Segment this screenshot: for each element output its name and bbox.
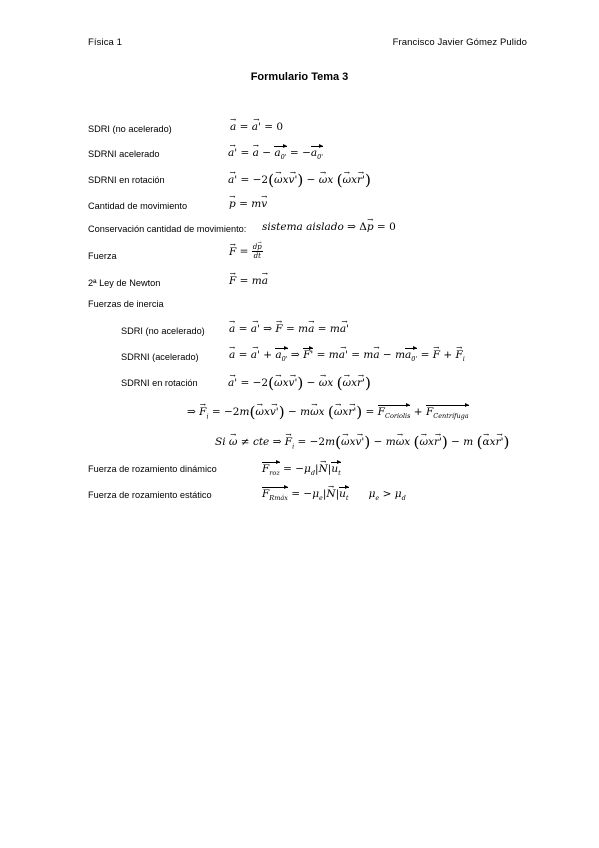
- label-sdrni-acelerado: SDRNI acelerado: [88, 149, 160, 159]
- label-segunda-ley: 2ª Ley de Newton: [88, 278, 161, 288]
- si-text: Si: [215, 436, 226, 449]
- formula-omega-no-constante: Si → ω ≠ cte ⇒ → $F_i = -2m(\to \omega x\to v') - m\to \omega x$ (→ ωx→ r') − m (→ αx→ r'): [215, 433, 509, 451]
- sub-rmax: Rmáx: [269, 494, 288, 503]
- label-cantidad-movimiento: Cantidad de movimiento: [88, 201, 188, 211]
- formula-inercia-sdri: → a = → a' ⇒ → F = m→ a = m→ a': [229, 323, 349, 335]
- formula-sdrni-rotacion: → a' = −2(→ ωx→ v') − → ωx (→ ωx→ r'): [228, 171, 371, 189]
- header-author: Francisco Javier Gómez Pulido: [392, 37, 527, 48]
- formula-cantidad-movimiento: → p = m→ v: [229, 198, 267, 210]
- formula-sdri: → a = → a' = 0: [230, 121, 283, 133]
- sub-coriolis: Coriolis: [384, 412, 411, 421]
- label-sdri: SDRI (no acelerado): [88, 124, 172, 134]
- label-conservacion: Conservación cantidad de movimiento:: [88, 224, 247, 234]
- formula-sdrni-acelerado: → a' = → $a - a_{0'} = -a_{0'}$: [228, 146, 323, 161]
- page-title: Formulario Tema 3: [250, 71, 349, 83]
- label-inercia-sdrni-acelerado: SDRNI (acelerado): [121, 352, 199, 362]
- label-fuerza: Fuerza: [88, 251, 117, 261]
- sub-centrifuga: Centrífuga: [433, 412, 469, 421]
- formula-inercia-sdrni-acelerado: → a = → $a' + a_{0'}$ ⇒ $F' = m\to a' = m\to a - ma_{0'}$ = → F + → $F_i$: [229, 348, 465, 363]
- label-rozamiento-estatico: Fuerza de rozamiento estático: [88, 490, 212, 500]
- sub-roz: roz: [269, 469, 280, 478]
- label-sdrni-rotacion: SDRNI en rotación: [88, 175, 165, 185]
- formula-rozamiento-dinamico: $F_{roz} = -\mu_d|\to N|u_t$: [262, 462, 341, 477]
- header-course: Física 1: [88, 37, 123, 48]
- formula-inercia-sdrni-rotacion: → a' = −2(→ ωx→ v') − → ωx (→ ωx→ r'): [228, 374, 371, 392]
- formula-fuerzas-inercia-rotacion: ⇒ → $F_i = -2m(\to \omega x\to v') - m\to \omega x$ (→ $\omega x\to r') = F_{Coriolis} + F_{Centrífuga}$: [187, 403, 469, 421]
- label-inercia-sdri: SDRI (no acelerado): [121, 326, 205, 336]
- cte-text: cte: [252, 436, 270, 449]
- formula-fuerza: → F = $\frac{d\to p}{dt}$: [229, 243, 263, 260]
- formula-rozamiento-estatico: $F_{Rmáx} = -\mu_e|\to N|u_t$ $\mu_e > \mu_d$: [262, 487, 406, 502]
- label-rozamiento-dinamico: Fuerza de rozamiento dinámico: [88, 464, 217, 474]
- label-inercia-sdrni-rotacion: SDRNI en rotación: [121, 378, 198, 388]
- label-fuerzas-inercia: Fuerzas de inercia: [88, 299, 164, 309]
- formula-segunda-ley: → F = m→ a: [229, 275, 268, 287]
- conservacion-condicion: sistema aislado: [262, 221, 344, 233]
- formula-conservacion: sistema aislado ⇒ Δ→ p = 0: [262, 221, 396, 233]
